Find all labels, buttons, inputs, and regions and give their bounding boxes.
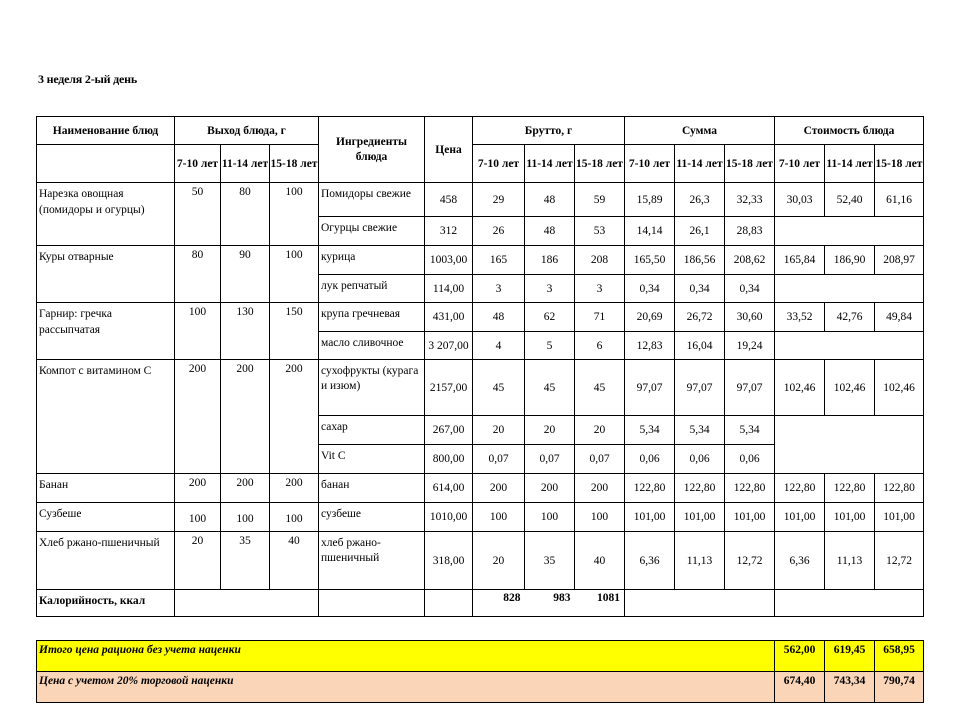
ingredient-sum: 11,13 [675, 532, 725, 590]
dish-cost: 165,84 [775, 246, 825, 275]
dish-output: 100 [221, 503, 270, 532]
dish-output: 20 [175, 532, 221, 590]
totals-label: Итого цена рациона без учета наценки [37, 641, 775, 672]
header-ingredients: Ингредиенты блюда [319, 117, 425, 183]
dish-output: 100 [175, 503, 221, 532]
ingredient-name: сузбеше [319, 503, 425, 532]
ingredient-price: 431,00 [425, 303, 473, 332]
ingredient-brutto: 200 [473, 474, 525, 503]
ingredient-brutto: 35 [525, 532, 575, 590]
ingredient-price: 3 207,00 [425, 332, 473, 360]
ingredient-brutto: 200 [575, 474, 625, 503]
dish-output: 100 [175, 303, 221, 360]
dish-output: 90 [221, 246, 270, 303]
table-row [37, 246, 924, 275]
dish-cost: 61,16 [875, 183, 924, 217]
dish-name: Куры отварные [37, 246, 175, 303]
ingredient-sum: 12,72 [725, 532, 775, 590]
ingredient-price: 2157,00 [425, 360, 473, 416]
ingredient-brutto: 5 [525, 332, 575, 360]
dish-cost-blank [775, 275, 924, 303]
ingredient-price: 614,00 [425, 474, 473, 503]
dish-output: 100 [270, 503, 319, 532]
ingredient-sum: 101,00 [625, 503, 675, 532]
ingredient-name: сахар [319, 416, 425, 445]
ingredient-sum: 12,83 [625, 332, 675, 360]
header-age-sum: 11-14 лет [675, 145, 725, 183]
dish-output: 100 [270, 183, 319, 246]
ingredient-name: лук репчатый [319, 275, 425, 303]
dish-output: 200 [270, 474, 319, 503]
dish-name: Нарезка овощная (помидоры и огурцы) [37, 183, 175, 246]
totals-table [36, 640, 924, 703]
ingredient-price: 458 [425, 183, 473, 217]
header-sum: Сумма [625, 117, 775, 145]
dish-cost: 12,72 [875, 532, 924, 590]
header-age-cost: 11-14 лет [825, 145, 875, 183]
dish-name: Компот с витамином С [37, 360, 175, 474]
dish-cost-blank [775, 416, 924, 474]
table-row [37, 183, 924, 217]
dish-output: 150 [270, 303, 319, 360]
ingredient-sum: 15,89 [625, 183, 675, 217]
dish-name: Сузбеше [37, 503, 175, 532]
ingredient-brutto: 100 [525, 503, 575, 532]
totals-row [37, 672, 924, 703]
calories-value: 983 [525, 590, 575, 617]
ingredient-sum: 0,34 [675, 275, 725, 303]
dish-cost: 186,90 [825, 246, 875, 275]
header-age-brutto: 11-14 лет [525, 145, 575, 183]
dish-output: 200 [175, 474, 221, 503]
ingredient-brutto: 3 [575, 275, 625, 303]
dish-cost: 122,80 [775, 474, 825, 503]
dish-cost: 208,97 [875, 246, 924, 275]
ingredient-sum: 97,07 [625, 360, 675, 416]
dish-output: 130 [221, 303, 270, 360]
ingredient-sum: 101,00 [675, 503, 725, 532]
calories-row [37, 590, 924, 617]
ingredient-sum: 122,80 [625, 474, 675, 503]
ingredient-brutto: 40 [575, 532, 625, 590]
ingredient-sum: 26,1 [675, 217, 725, 246]
ingredient-brutto: 45 [473, 360, 525, 416]
ingredient-brutto: 45 [575, 360, 625, 416]
dish-output: 200 [221, 474, 270, 503]
ingredient-brutto: 48 [525, 217, 575, 246]
ingredient-sum: 19,24 [725, 332, 775, 360]
ingredient-sum: 122,80 [725, 474, 775, 503]
ingredient-sum: 208,62 [725, 246, 775, 275]
ingredient-brutto: 20 [473, 532, 525, 590]
dish-output: 40 [270, 532, 319, 590]
dish-cost: 49,84 [875, 303, 924, 332]
dish-cost: 101,00 [875, 503, 924, 532]
ingredient-brutto: 0,07 [525, 445, 575, 474]
table-row [37, 503, 924, 532]
ingredient-brutto: 48 [525, 183, 575, 217]
header-dish-name: Наименование блюд [37, 117, 175, 145]
dish-cost: 122,80 [825, 474, 875, 503]
header-age-sum: 7-10 лет [625, 145, 675, 183]
ingredient-brutto: 165 [473, 246, 525, 275]
ingredient-name: Помидоры свежие [319, 183, 425, 217]
ingredient-sum: 28,83 [725, 217, 775, 246]
dish-cost: 11,13 [825, 532, 875, 590]
table-row [37, 532, 924, 590]
ingredient-sum: 0,06 [675, 445, 725, 474]
dish-output: 200 [221, 360, 270, 474]
ingredient-sum: 97,07 [725, 360, 775, 416]
dish-output: 80 [175, 246, 221, 303]
totals-value: 743,34 [825, 672, 875, 703]
dish-name: Банан [37, 474, 175, 503]
calories-value: 828 [473, 590, 525, 617]
dish-name: Гарнир: гречка рассыпчатая [37, 303, 175, 360]
dish-cost-blank [775, 217, 924, 246]
totals-row [37, 641, 924, 672]
ingredient-brutto: 29 [473, 183, 525, 217]
table-row [37, 474, 924, 503]
ingredient-sum: 16,04 [675, 332, 725, 360]
ingredient-brutto: 71 [575, 303, 625, 332]
ingredient-sum: 30,60 [725, 303, 775, 332]
header-age-cost: 7-10 лет [775, 145, 825, 183]
ingredient-sum: 165,50 [625, 246, 675, 275]
ingredient-sum: 0,34 [625, 275, 675, 303]
dish-cost: 101,00 [825, 503, 875, 532]
ingredient-name: масло сливочное [319, 332, 425, 360]
ingredient-brutto: 3 [473, 275, 525, 303]
ingredient-brutto: 20 [525, 416, 575, 445]
calories-value: 1081 [575, 590, 625, 617]
dish-output: 50 [175, 183, 221, 246]
ingredient-brutto: 100 [473, 503, 525, 532]
ingredient-brutto: 45 [525, 360, 575, 416]
ingredient-sum: 97,07 [675, 360, 725, 416]
dish-cost: 33,52 [775, 303, 825, 332]
header-age-output: 11-14 лет [221, 145, 270, 183]
ingredient-sum: 26,72 [675, 303, 725, 332]
header-output: Выход блюда, г [175, 117, 319, 145]
ingredient-sum: 186,56 [675, 246, 725, 275]
header-age-brutto: 15-18 лет [575, 145, 625, 183]
dish-output: 200 [175, 360, 221, 474]
ingredient-sum: 0,06 [625, 445, 675, 474]
dish-cost: 30,03 [775, 183, 825, 217]
menu-body [37, 183, 924, 617]
totals-body [37, 641, 924, 703]
ingredient-sum: 5,34 [725, 416, 775, 445]
ingredient-sum: 32,33 [725, 183, 775, 217]
ingredient-name: Vit C [319, 445, 425, 474]
ingredient-price: 1010,00 [425, 503, 473, 532]
ingredient-sum: 0,34 [725, 275, 775, 303]
totals-label: Цена с учетом 20% торговой наценки [37, 672, 775, 703]
header-age-brutto: 7-10 лет [473, 145, 525, 183]
dish-output: 35 [221, 532, 270, 590]
header-age-output: 7-10 лет [175, 145, 221, 183]
ingredient-name: крупа гречневая [319, 303, 425, 332]
table-row [37, 360, 924, 416]
ingredient-price: 312 [425, 217, 473, 246]
ingredient-price: 1003,00 [425, 246, 473, 275]
ingredient-brutto: 4 [473, 332, 525, 360]
ingredient-brutto: 0,07 [473, 445, 525, 474]
calories-blank [425, 590, 473, 617]
header-age-output: 15-18 лет [270, 145, 319, 183]
ingredient-brutto: 48 [473, 303, 525, 332]
ingredient-sum: 6,36 [625, 532, 675, 590]
ingredient-name: сухофрукты (курага и изюм) [319, 360, 425, 416]
header-dish-name-blank [37, 145, 175, 183]
dish-cost: 102,46 [825, 360, 875, 416]
ingredient-brutto: 0,07 [575, 445, 625, 474]
ingredient-price: 267,00 [425, 416, 473, 445]
calories-blank [775, 590, 924, 617]
totals-value: 674,40 [775, 672, 825, 703]
menu-table [36, 116, 924, 617]
dish-cost: 42,76 [825, 303, 875, 332]
header-cost: Стоимость блюда [775, 117, 924, 145]
ingredient-brutto: 6 [575, 332, 625, 360]
totals-value: 562,00 [775, 641, 825, 672]
ingredient-price: 318,00 [425, 532, 473, 590]
ingredient-brutto: 62 [525, 303, 575, 332]
ingredient-brutto: 53 [575, 217, 625, 246]
ingredient-brutto: 3 [525, 275, 575, 303]
ingredient-brutto: 20 [575, 416, 625, 445]
dish-output: 100 [270, 246, 319, 303]
ingredient-sum: 26,3 [675, 183, 725, 217]
ingredient-sum: 5,34 [675, 416, 725, 445]
ingredient-sum: 122,80 [675, 474, 725, 503]
dish-cost: 122,80 [875, 474, 924, 503]
ingredient-price: 800,00 [425, 445, 473, 474]
header-age-cost: 15-18 лет [875, 145, 924, 183]
dish-name: Хлеб ржано-пшеничный [37, 532, 175, 590]
ingredient-brutto: 20 [473, 416, 525, 445]
ingredient-name: хлеб ржано-пшеничный [319, 532, 425, 590]
calories-blank [625, 590, 775, 617]
totals-value: 658,95 [875, 641, 924, 672]
dish-cost: 102,46 [775, 360, 825, 416]
header-age-sum: 15-18 лет [725, 145, 775, 183]
ingredient-name: курица [319, 246, 425, 275]
ingredient-brutto: 26 [473, 217, 525, 246]
table-row [37, 303, 924, 332]
ingredient-sum: 20,69 [625, 303, 675, 332]
dish-cost: 6,36 [775, 532, 825, 590]
ingredient-price: 114,00 [425, 275, 473, 303]
totals-value: 619,45 [825, 641, 875, 672]
dish-output: 80 [221, 183, 270, 246]
dish-output: 200 [270, 360, 319, 474]
dish-cost: 52,40 [825, 183, 875, 217]
dish-cost-blank [775, 332, 924, 360]
totals-value: 790,74 [875, 672, 924, 703]
ingredient-name: Огурцы свежие [319, 217, 425, 246]
calories-blank [175, 590, 319, 617]
ingredient-name: банан [319, 474, 425, 503]
ingredient-brutto: 59 [575, 183, 625, 217]
ingredient-brutto: 186 [525, 246, 575, 275]
ingredient-brutto: 100 [575, 503, 625, 532]
ingredient-sum: 5,34 [625, 416, 675, 445]
header-price: Цена [425, 117, 473, 183]
ingredient-sum: 0,06 [725, 445, 775, 474]
page-title: 3 неделя 2-ый день [38, 72, 138, 86]
ingredient-brutto: 208 [575, 246, 625, 275]
ingredient-brutto: 200 [525, 474, 575, 503]
ingredient-sum: 101,00 [725, 503, 775, 532]
calories-label: Калорийность, ккал [37, 590, 175, 617]
calories-blank [319, 590, 425, 617]
ingredient-sum: 14,14 [625, 217, 675, 246]
header-brutto: Брутто, г [473, 117, 625, 145]
dish-cost: 101,00 [775, 503, 825, 532]
dish-cost: 102,46 [875, 360, 924, 416]
